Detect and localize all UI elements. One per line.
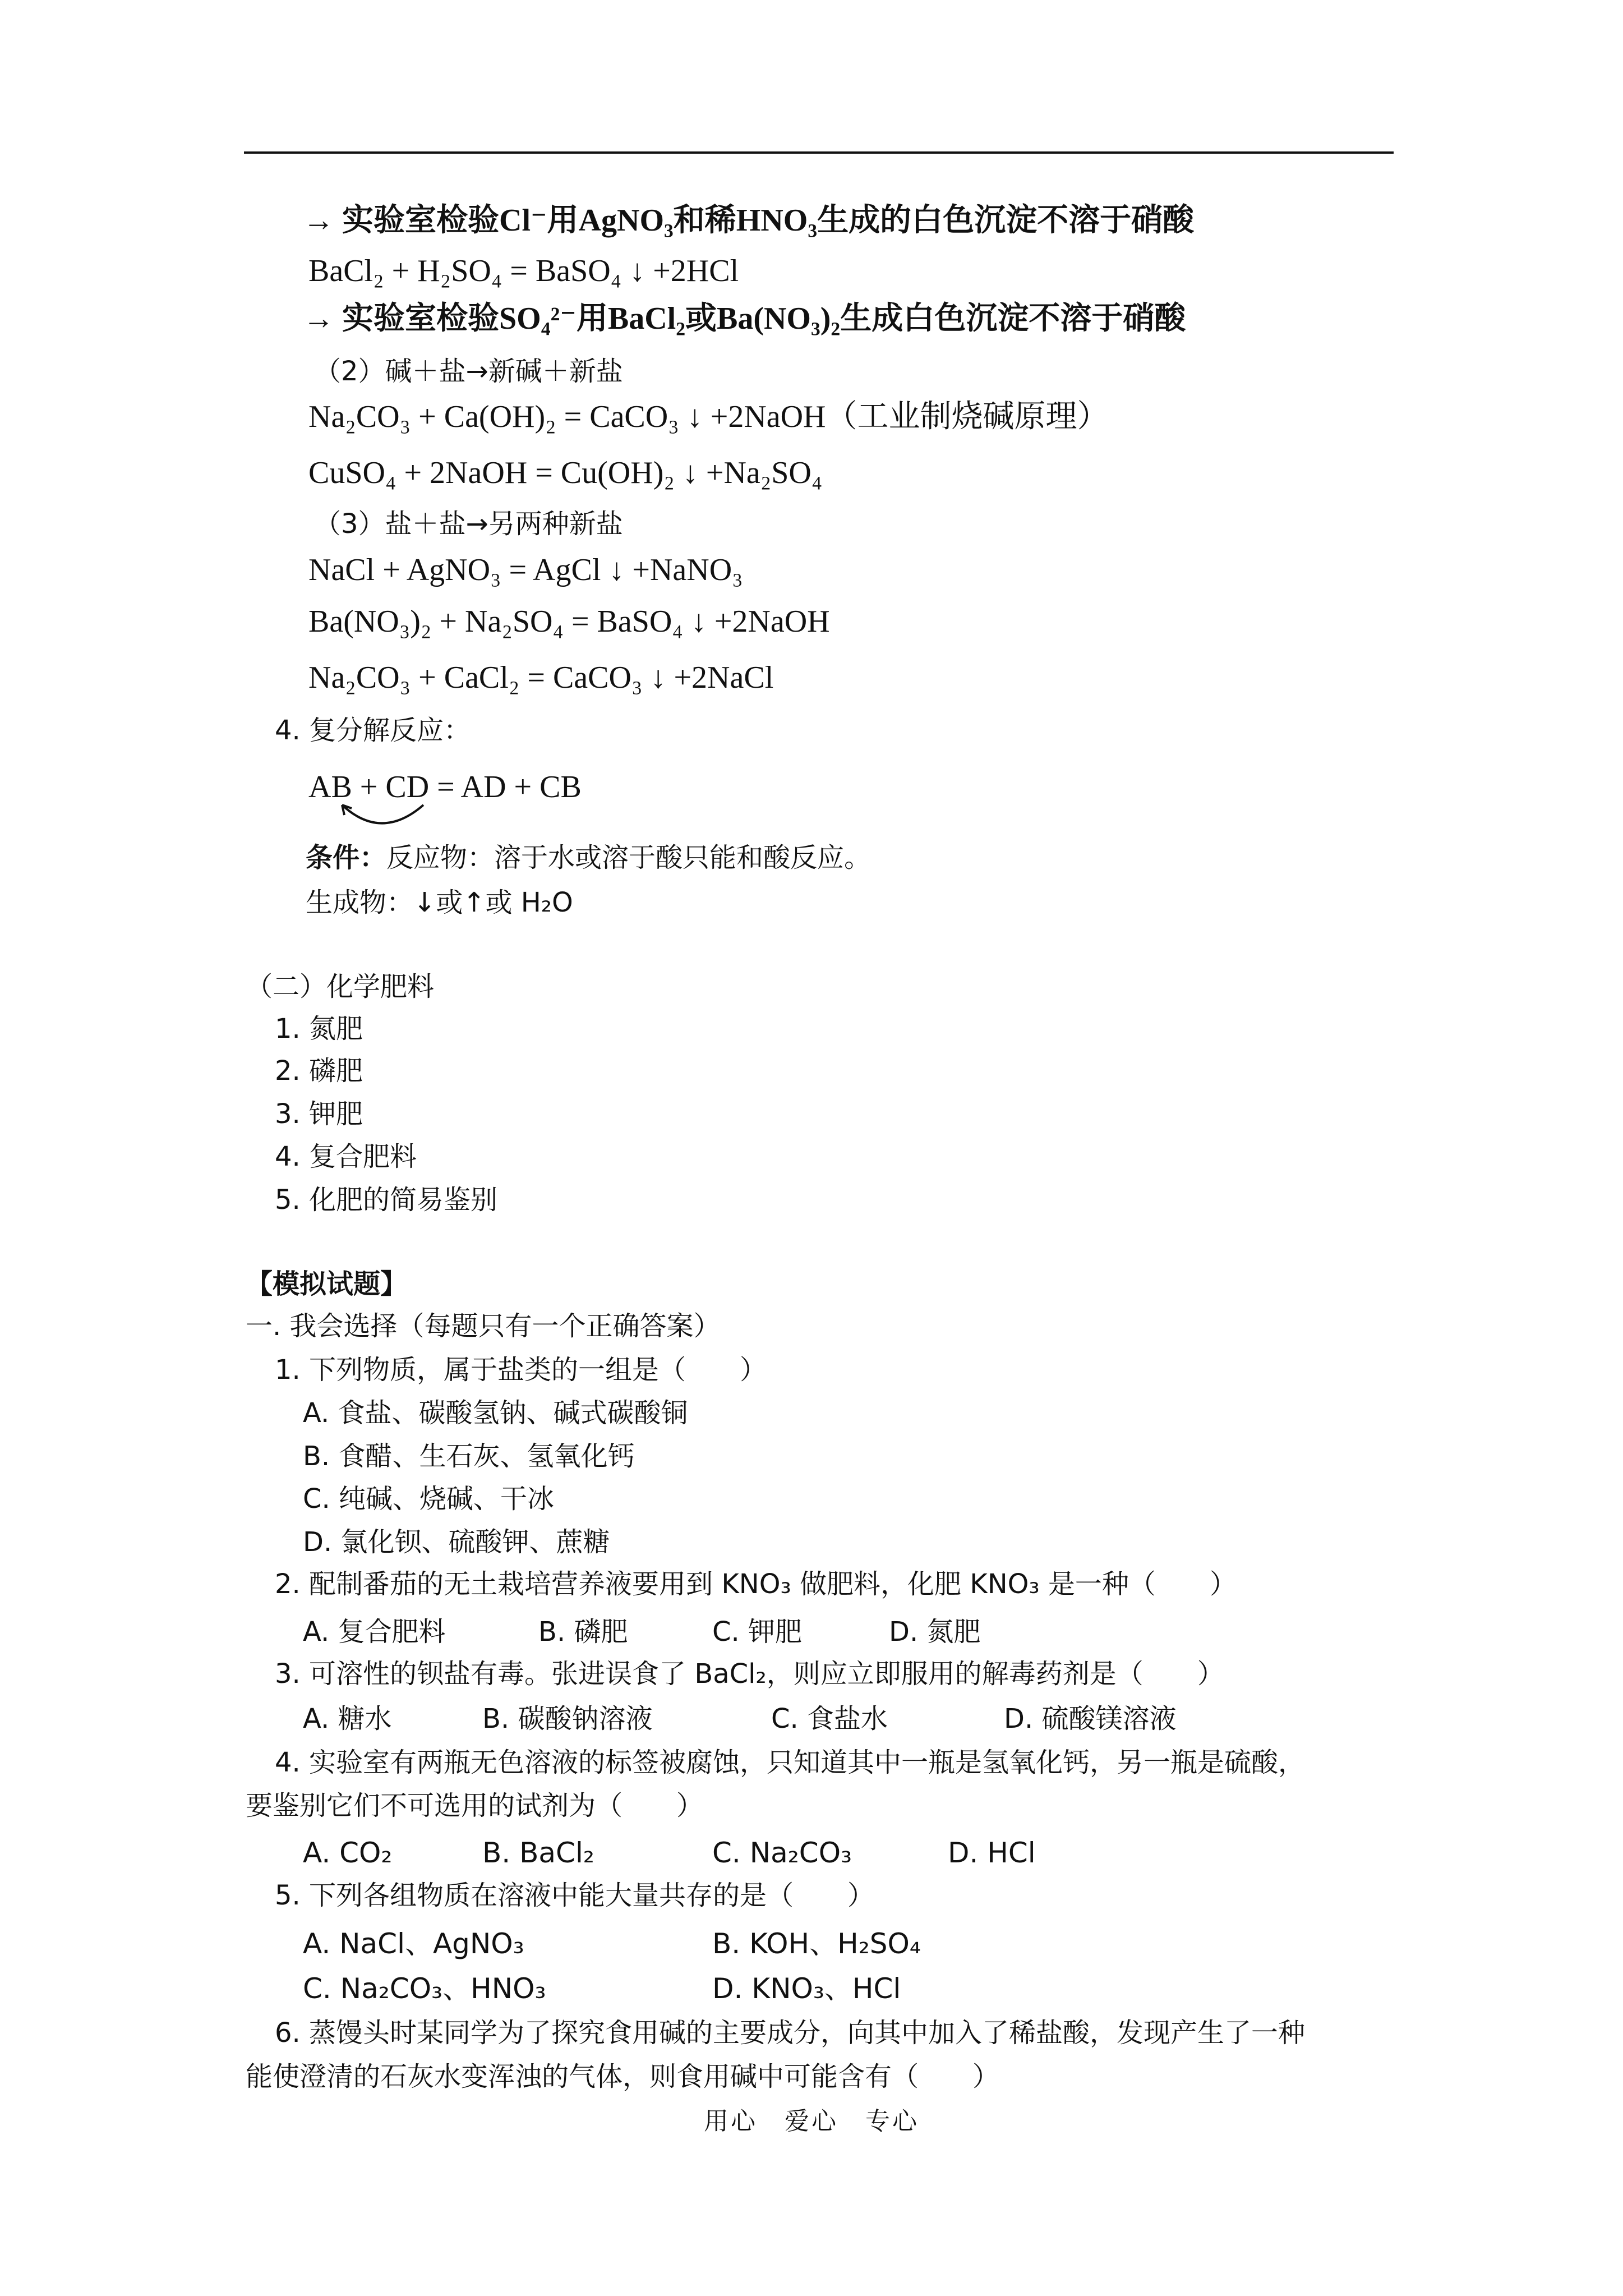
question-4-option-c: C. Na₂CO₃ [712,1837,852,1869]
question-2-option-c: C. 钾肥 [712,1616,803,1648]
question-3-option-c: C. 食盐水 [771,1703,888,1734]
question-2-stem: 2. 配制番茄的无土栽培营养液要用到 KNO₃ 做肥料，化肥 KNO₃ 是一种（ ） [275,1568,1237,1600]
fertilizer-item: 5. 化肥的简易鉴别 [275,1184,498,1216]
fertilizer-item: 1. 氮肥 [275,1013,363,1045]
fertilizer-item: 4. 复合肥料 [275,1141,417,1172]
question-6-stem-line1: 6. 蒸馒头时某同学为了探究食用碱的主要成分，向其中加入了稀盐酸，发现产生了一种 [275,2017,1306,2049]
question-1-option-a: A. 食盐、碳酸氢钠、碱式碳酸铜 [303,1397,688,1429]
question-4-option-b: B. BaCl₂ [482,1837,594,1869]
page-footer: 用心 爱心 专心 [704,2107,919,2136]
question-5-option-a: A. NaCl、AgNO₃ [303,1927,524,1960]
question-2-option-b: B. 磷肥 [538,1616,628,1648]
fertilizer-title: （二）化学肥料 [246,971,435,1002]
equation-na2co3-cacl2: Na₂CO₃ + CaCl₂ = CaCO₃ ↓ +2NaCl [308,660,774,695]
equation-bacl2-h2so4: BaCl₂ + H₂SO₄ = BaSO₄ ↓ +2HCl [308,254,739,288]
question-5-stem: 5. 下列各组物质在溶液中能大量共存的是（ ） [275,1880,875,1911]
question-5-option-d: D. KNO₃、HCl [712,1972,901,2005]
question-1-option-d: D. 氯化钡、硫酸钾、蔗糖 [303,1526,610,1558]
condition-text: 反应物：溶于水或溶于酸只能和酸反应。 [386,842,872,873]
exam-heading: 【模拟试题】 [246,1268,408,1300]
question-3-stem: 3. 可溶性的钡盐有毒。张进误食了 BaCl₂，则应立即服用的解毒药剂是（ ） [275,1658,1224,1690]
equation-cuso4-naoh: CuSO₄ + 2NaOH = Cu(OH)₂ ↓ +Na₂SO₄ [308,455,823,490]
equation-bano32-na2so4: Ba(NO₃)₂ + Na₂SO₄ = BaSO₄ ↓ +2NaOH [308,604,830,639]
question-6-stem-line2: 能使澄清的石灰水变浑浊的气体，则食用碱中可能含有（ ） [246,2061,1000,2092]
question-5-option-c: C. Na₂CO₃、HNO₃ [303,1972,546,2005]
question-1-stem: 1. 下列物质，属于盐类的一组是（ ） [275,1354,767,1386]
question-4-option-d: D. HCl [948,1837,1036,1869]
question-2-option-a: A. 复合肥料 [303,1616,446,1648]
question-5-option-b: B. KOH、H₂SO₄ [712,1927,921,1960]
so4-test-note: → 实验室检验SO₄²⁻用BaCl₂或Ba(NO₃)₂生成白色沉淀不溶于硝酸 [303,301,1186,336]
condition-label: 条件： [306,842,387,873]
question-1-option-c: C. 纯碱、烧碱、干冰 [303,1483,555,1515]
cl-test-note: → 实验室检验Cl⁻用AgNO₃和稀HNO₃生成的白色沉淀不溶于硝酸 [303,203,1195,238]
equation-nacl-agno3: NaCl + AgNO₃ = AgCl ↓ +NaNO₃ [308,553,743,587]
equation-na2co3-caoh2: Na₂CO₃ + Ca(OH)₂ = CaCO₃ ↓ +2NaOH（工业制烧碱原理） [308,399,1109,434]
condition-line [306,844,871,871]
fertilizer-item: 3. 钾肥 [275,1098,363,1130]
section-2-title: （2）碱＋盐→新碱＋新盐 [314,356,623,387]
section-3-title: （3）盐＋盐→另两种新盐 [314,508,623,540]
question-2-option-d: D. 氮肥 [889,1616,981,1648]
question-3-option-d: D. 硫酸镁溶液 [1004,1703,1177,1734]
section-4-title: 4. 复分解反应： [275,715,471,746]
question-3-option-a: A. 糖水 [303,1703,392,1734]
double-decomposition-formula: AB + CD = AD + CB [308,770,582,804]
question-1-option-b: B. 食醋、生石灰、氢氧化钙 [303,1441,635,1472]
question-4-option-a: A. CO₂ [303,1837,393,1869]
fertilizer-item: 2. 磷肥 [275,1055,363,1087]
header-rule [244,151,1394,154]
question-4-stem-line2: 要鉴别它们不可选用的试剂为（ ） [246,1790,704,1821]
product-line: 生成物：↓或↑或 H₂O [306,887,573,918]
question-4-stem-line1: 4. 实验室有两瓶无色溶液的标签被腐蚀，只知道其中一瓶是氢氧化钙，另一瓶是硫酸， [275,1747,1306,1778]
exam-part-title: 一. 我会选择（每题只有一个正确答案） [246,1310,721,1342]
exchange-arrow-icon [331,799,443,839]
question-3-option-b: B. 碳酸钠溶液 [482,1703,653,1734]
